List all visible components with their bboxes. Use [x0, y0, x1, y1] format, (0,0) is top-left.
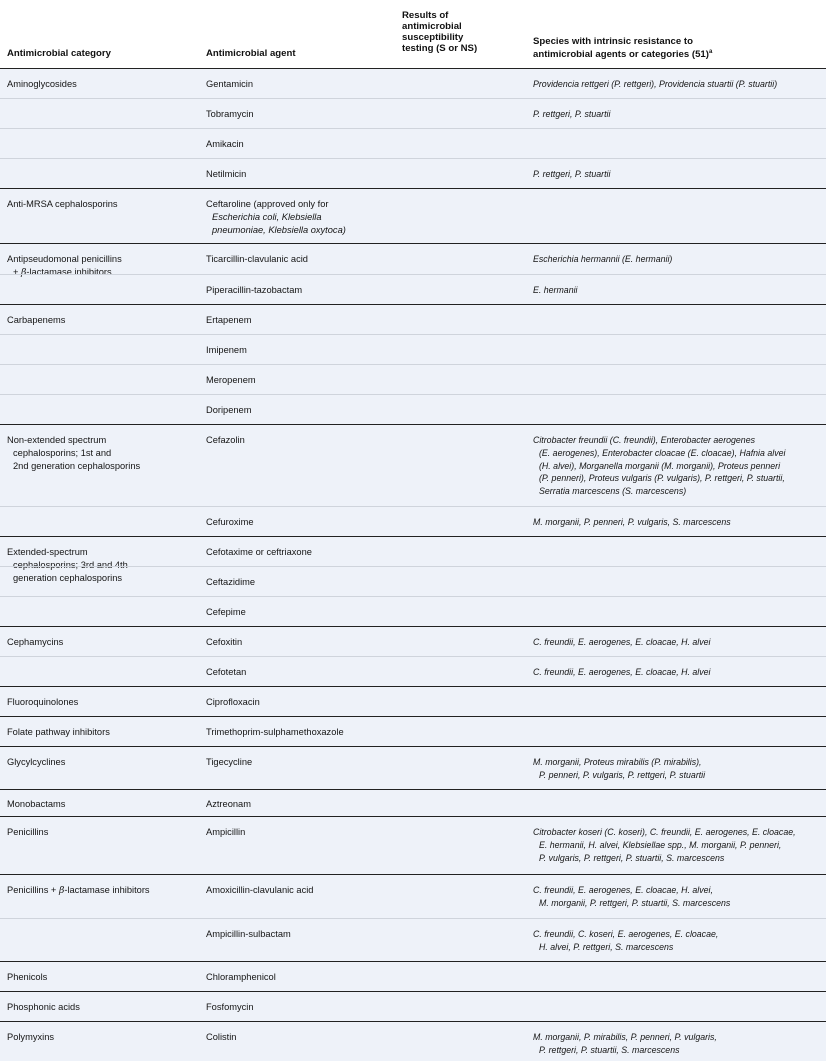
species-cell: Escherichia hermannii (E. hermanii) — [533, 254, 673, 264]
footnote-marker: a — [708, 49, 713, 55]
header-results-line: Results of — [402, 10, 449, 21]
beta-symbol: β — [21, 266, 27, 278]
agent-cell: Cefazolin — [206, 435, 245, 445]
agent-cell: Cefotetan — [206, 667, 247, 677]
table-row — [0, 596, 826, 627]
category-text: + — [13, 266, 22, 277]
category-cell: Penicillins — [7, 827, 49, 837]
category-cell: Carbapenems — [7, 315, 66, 325]
species-line: M. morganii, Proteus mirabilis (P. mirabilis), — [533, 757, 702, 767]
species-cell: C. freundii, E. aerogenes, E. cloacae, H. alvei — [533, 637, 711, 647]
table-row — [0, 918, 826, 962]
species-line: E. hermanii, H. alvei, Klebsiellae spp., M. morganii, P. penneri, — [539, 839, 782, 850]
agent-cell: Trimethoprim-sulphamethoxazole — [206, 727, 344, 737]
category-cell: Folate pathway inhibitors — [7, 727, 110, 737]
table-row — [0, 686, 826, 717]
agent-cell: Ertapenem — [206, 315, 252, 325]
agent-cell: Imipenem — [206, 345, 247, 355]
category-line: generation cephalosporins — [13, 572, 123, 583]
species-cell: M. morganii, P. penneri, P. vulgaris, S. marcescens — [533, 517, 731, 527]
agent-cell: Ceftazidime — [206, 577, 256, 587]
category-cell: Fluoroquinolones — [7, 697, 79, 707]
species-cell — [533, 756, 825, 782]
category-cell: Cephamycins — [7, 637, 64, 647]
table-row — [0, 394, 826, 425]
species-line: Serratia marcescens (S. marcescens) — [539, 486, 687, 497]
category-cell: Polymyxins — [7, 1032, 55, 1042]
category-cell: Glycylcyclines — [7, 757, 66, 767]
header-agent: Antimicrobial agent — [206, 48, 296, 59]
header-results — [402, 10, 477, 54]
table-row — [0, 243, 826, 278]
species-cell — [533, 434, 825, 498]
agent-cell: Cefotaxime or ceftriaxone — [206, 547, 312, 557]
header-results-line: susceptibility — [402, 32, 464, 43]
category-line: cephalosporins; 1st and — [13, 447, 112, 458]
species-line: (H. alvei), Morganella morganii (M. morganii), Proteus penneri — [539, 460, 781, 471]
header-species — [533, 36, 712, 60]
header-species-line: Species with intrinsic resistance to — [533, 36, 693, 47]
agent-cell: Colistin — [206, 1032, 237, 1042]
species-line: P. penneri, P. vulgaris, P. rettgeri, P. stuartii — [539, 769, 706, 780]
table-row — [0, 364, 826, 395]
agent-cell: Doripenem — [206, 405, 252, 415]
table-row — [0, 424, 826, 507]
agent-cell: Cefuroxime — [206, 517, 254, 527]
agent-cell: Ciprofloxacin — [206, 697, 260, 707]
table-row — [0, 1021, 826, 1062]
agent-cell: Netilmicin — [206, 169, 247, 179]
category-cell: Monobactams — [7, 799, 66, 809]
species-line: M. morganii, P. rettgeri, P. stuartii, S. marcescens — [539, 897, 731, 908]
table-row — [0, 991, 826, 1022]
table-row — [0, 304, 826, 335]
table-row — [0, 746, 826, 790]
category-line: Antipseudomonal penicillins — [7, 254, 122, 264]
agent-cell: Amoxicillin-clavulanic acid — [206, 885, 314, 895]
species-cell: C. freundii, E. aerogenes, E. cloacae, H. alvei — [533, 667, 711, 677]
header-species-text: antimicrobial agents or categories (51) — [533, 49, 709, 61]
species-line: C. freundii, E. aerogenes, E. cloacae, H. alvei, — [533, 885, 713, 895]
species-line: Citrobacter freundii (C. freundii), Enterobacter aerogenes — [533, 435, 755, 445]
table-row — [0, 656, 826, 687]
species-line: P. vulgaris, P. rettgeri, P. stuartii, S. marcescens — [539, 852, 725, 863]
species-line: (P. penneri), Proteus vulgaris (P. vulgaris), P. rettgeri, P. stuartii, — [539, 473, 785, 484]
table-row — [0, 506, 826, 537]
agent-cell: Ampicillin-sulbactam — [206, 929, 291, 939]
table-row — [0, 98, 826, 129]
category-line: 2nd generation cephalosporins — [13, 460, 141, 471]
table-row — [0, 188, 826, 244]
header-results-line: testing (S or NS) — [402, 43, 478, 54]
table-row — [0, 961, 826, 992]
category-text: Penicillins + — [7, 885, 59, 895]
species-line: M. morganii, P. mirabilis, P. penneri, P. vulgaris, — [533, 1032, 717, 1042]
agent-cell: Piperacillin-tazobactam — [206, 285, 303, 295]
agent-cell: Meropenem — [206, 375, 256, 385]
agent-cell: Tobramycin — [206, 109, 254, 119]
beta-symbol: β — [58, 885, 65, 896]
species-cell: P. rettgeri, P. stuartii — [533, 169, 611, 179]
category-line: Extended-spectrum — [7, 547, 88, 557]
header-species-line — [533, 47, 712, 60]
category-text: -lactamase inhibitors — [26, 266, 112, 277]
species-cell — [533, 884, 825, 910]
table-row — [0, 334, 826, 365]
species-line: (E. aerogenes), Enterobacter cloacae (E. cloacae), Hafnia alvei — [539, 447, 786, 458]
agent-cell: Cefoxitin — [206, 637, 243, 647]
species-line: C. freundii, C. koseri, E. aerogenes, E. cloacae, — [533, 929, 719, 939]
table-row — [0, 128, 826, 159]
agent-line: Ceftaroline (approved only for — [206, 199, 329, 209]
species-cell: P. rettgeri, P. stuartii — [533, 109, 611, 119]
agent-cell: Tigecycline — [206, 757, 253, 767]
category-cell: Phosphonic acids — [7, 1002, 80, 1012]
species-cell: E. hermanii — [533, 285, 578, 295]
table-row — [0, 789, 826, 817]
category-cell — [7, 434, 197, 472]
agent-cell: Fosfomycin — [206, 1002, 254, 1012]
species-line: H. alvei, P. rettgeri, S. marcescens — [539, 941, 674, 952]
agent-cell — [206, 198, 386, 236]
table-row — [0, 566, 826, 597]
category-cell: Phenicols — [7, 972, 48, 982]
category-cell: Anti-MRSA cephalosporins — [7, 199, 118, 209]
species-cell — [533, 928, 825, 954]
species-cell: Providencia rettgeri (P. rettgeri), Providencia stuartii (P. stuartii) — [533, 79, 778, 89]
species-line: P. rettgeri, P. stuartii, S. marcescens — [539, 1044, 680, 1055]
agent-cell: Ampicillin — [206, 827, 246, 837]
category-text: -lactamase inhibitors — [64, 885, 150, 895]
agent-cell: Gentamicin — [206, 79, 254, 89]
species-line: Citrobacter koseri (C. koseri), C. freundii, E. aerogenes, E. cloacae, — [533, 827, 796, 837]
agent-cell: Cefepime — [206, 607, 246, 617]
table-row — [0, 158, 826, 189]
table-row — [0, 68, 826, 99]
agent-cell: Ticarcillin-clavulanic acid — [206, 254, 308, 264]
table-row — [0, 274, 826, 305]
agent-cell: Amikacin — [206, 139, 244, 149]
header-results-line: antimicrobial — [402, 21, 462, 32]
category-cell — [7, 884, 197, 898]
species-cell — [533, 1031, 825, 1057]
category-line: cephalosporins; 3rd and 4th — [13, 559, 128, 570]
agent-cell: Aztreonam — [206, 799, 251, 809]
agent-cell: Chloramphenicol — [206, 972, 276, 982]
table-row — [0, 626, 826, 657]
agent-line: Escherichia coli, Klebsiella — [212, 211, 322, 222]
agent-line: pneumoniae, Klebsiella oxytoca) — [212, 224, 346, 235]
table-row — [0, 816, 826, 875]
header-category: Antimicrobial category — [7, 48, 111, 59]
species-cell — [533, 826, 825, 864]
table-row — [0, 716, 826, 747]
category-cell: Aminoglycosides — [7, 79, 77, 89]
table-header — [0, 0, 826, 69]
category-line: Non-extended spectrum — [7, 435, 107, 445]
table-row — [0, 874, 826, 919]
